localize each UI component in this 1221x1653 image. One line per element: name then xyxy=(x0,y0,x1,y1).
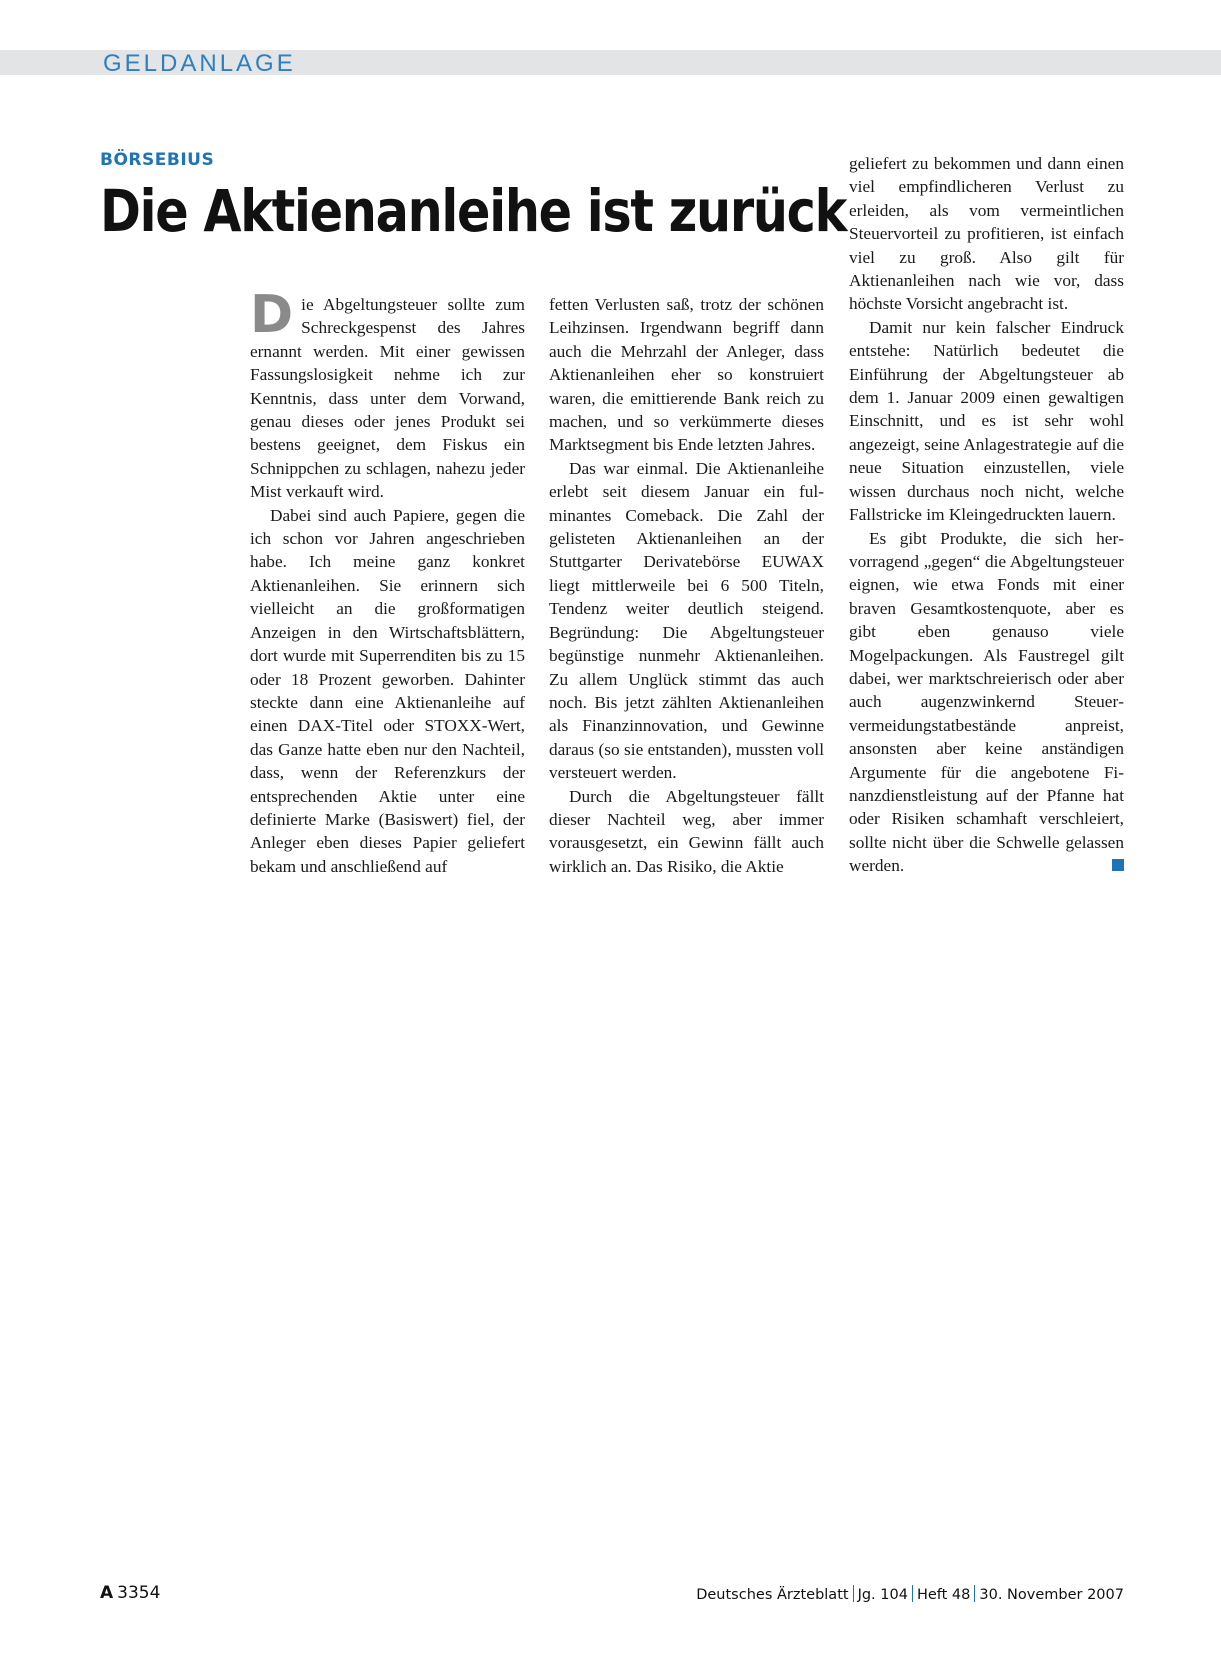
page-number xyxy=(100,1583,160,1603)
journal-date: 30. November 2007 xyxy=(979,1587,1124,1603)
paragraph: Dabei sind auch Papiere, gegen die ich schon vor Jahren angeschrieben habe. Ich meine ganz konkret Aktienanleihen. Sie erinnern sich vielleicht an die großformatigen Anzeigen in den Wirtschaftsblättern, dort wurde mit Superrenditen bis zu 15 oder 18 Prozent geworben. Dahinter steckte dann eine Aktienanleihe auf einen DAX-Titel oder STOXX-Wert, das Ganze hatte eben nur den Nachteil, dass, wenn der Referenzkurs der entsprechenden Aktie unter eine definierte Marke (Basiswert) fiel, der Anleger eben dieses Papier geliefert bekam und anschließend auf xyxy=(250,505,525,876)
journal-footer xyxy=(696,1585,1124,1603)
divider xyxy=(974,1585,975,1602)
paragraph: Durch die Abgeltungsteuer fällt dieser Nachteil weg, aber immer vorausgesetzt, ein Gewinn fällt auch wirklich an. Das Risiko, die Aktie xyxy=(549,786,824,876)
page-prefix: A xyxy=(100,1583,114,1603)
paragraph-text: ie Abgeltungsteuer sollte zum Schreckgespenst des Jahres ernannt werden. Mit einer gewissen Fassungslosigkeit nehme ich zur Kenntnis, dass unter dem Vorwand, genau dieses oder jenes Produkt sei bestens geeignet, dem Fiskus ein Schnippchen zu schlagen, nahezu jeder Mist verkauft wird. xyxy=(250,295,525,502)
journal-issue: Heft 48 xyxy=(916,1587,971,1603)
section-label: GELDANLAGE xyxy=(103,50,296,77)
paragraph: geliefert zu bekommen und dann einen viel empfindlicheren Verlust zu erleiden, als vom vermeintlichen Steuervorteil zu profitieren, ist einfach viel zu groß. Also gilt für Aktienanleihen nach wie vor, dass höchste Vorsicht angebracht ist. xyxy=(849,154,1124,314)
divider xyxy=(912,1585,913,1602)
section-header-bar xyxy=(0,50,1221,75)
article-column-2 xyxy=(549,293,824,878)
drop-cap: D xyxy=(250,285,294,345)
article-column-1 xyxy=(250,285,525,878)
paragraph: Das war einmal. Die Aktienanleihe erlebt seit diesem Januar ein fulminantes Comeback. Die Zahl der gelisteten Aktienanleihen an der Stuttgarter Derivatebörse EUWAX liegt mittlerweile bei 6 500 Titeln, Tendenz weiter deutlich steigend. Begründung: Die Abgeltungsteuer begünstige nunmehr Aktienanleihen. Zu allem Unglück stimmt das auch noch. Bis jetzt zählten Aktienanleihen als Finanzinnovation, und Gewinne daraus (so sie entstanden), mussten voll versteuert werden. xyxy=(549,458,824,783)
article-headline: Die Aktienanleihe ist zurück xyxy=(100,177,847,245)
paragraph xyxy=(849,527,1124,878)
divider xyxy=(853,1585,854,1602)
journal-name: Deutsches Ärzteblatt xyxy=(696,1587,849,1603)
journal-volume: Jg. 104 xyxy=(857,1587,908,1603)
end-of-article-square-icon xyxy=(1112,859,1124,871)
paragraph: fetten Verlusten saß, trotz der schönen Leihzinsen. Irgendwann begriff dann auch die Mehrzahl der Anleger, dass Aktienanleihen eher so konstruiert waren, die emittierende Bank reich zu machen, und so verkümmerte dieses Marktsegment bis Ende letzten Jahres. xyxy=(549,295,824,455)
page-number-value: 3354 xyxy=(117,1583,161,1603)
paragraph-text: Es gibt Produkte, die sich hervorragend „gegen“ die Abgeltungsteuer eignen, wie etwa Fonds mit einer braven Gesamtkostenquote, aber es gibt eben genauso viele Mogelpackungen. Als Faustregel gilt dabei, wer marktschreierisch oder aber auch augenzwinkernd Steuervermeidungstatbestände anpreist, ansonsten aber keine anständigen Argumente für die angebotene Finanzdienstleistung auf der Pfanne hat oder Risiken schamhaft verschleiert, sollte nicht über die Schwelle gelassen werden. xyxy=(849,528,1124,876)
paragraph xyxy=(250,285,525,504)
article-kicker: BÖRSEBIUS xyxy=(100,150,215,170)
article-column-3 xyxy=(849,152,1124,878)
paragraph: Damit nur kein falscher Eindruck entstehe: Natürlich bedeutet die Einführung der Abgeltungsteuer ab dem 1. Januar 2009 einen gewaltigen Einschnitt, und es ist sehr wohl angezeigt, seine Anlagestrategie auf die neue Situation einzustellen, viele wissen durchaus noch nicht, welche Fallstricke im Kleingedruckten lauern. xyxy=(849,317,1124,525)
